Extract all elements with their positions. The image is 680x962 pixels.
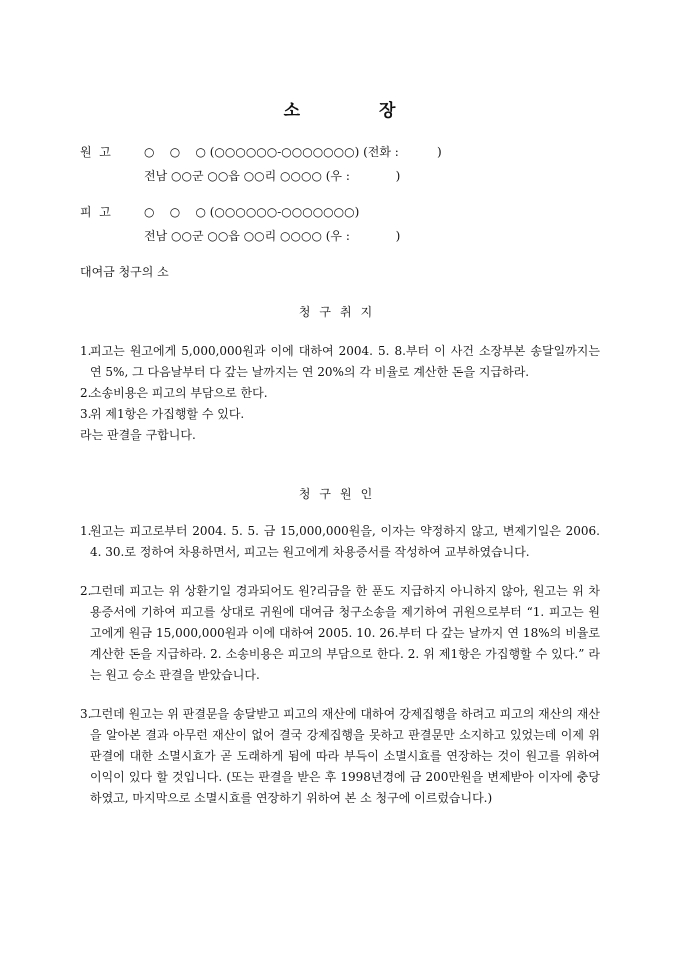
claim-list <box>80 341 600 446</box>
cause-item-2 <box>80 581 600 686</box>
claim-item-text: 피고는 원고에게 5,000,000원과 이에 대하여 2004. 5. 8.부터 이 사건 소장부본 송달일까지는 연 5%, 그 다음날부터 다 갚는 날까지는 연 20%의 각 비율로 계산한 돈을 지급하라. <box>90 344 600 379</box>
cause-item-text: 원고는 피고로부터 2004. 5. 5. 금 15,000,000원을, 이자는 약정하지 않고, 변제기일은 2006. 4. 30.로 정하여 차용하면서, 피고는 원고에게 차용증서를 작성하여 교부하였습니다. <box>90 524 600 559</box>
defendant-address: 전남 ○○군 ○○읍 ○○리 ○○○○ (우 : ) <box>144 229 401 243</box>
defendant-block <box>80 200 400 248</box>
cause-item-text: 그런데 피고는 위 상환기일 경과되어도 원?리금을 한 푼도 지급하지 아니하지 않아, 원고는 위 차용증서에 기하여 피고를 상대로 귀원에 대여금 청구소송을 제기하여 귀원으로부터 “1. 피고는 원고에게 원금 15,000,000원과 이에 대하여 2005. 10. 26.부터 다 갚는 날까지 연 18%의 비율로 계산한 돈을 지급하라. 2. 소송비용은 피고의 부담으로 한다. 2. 위 제1항은 가집행할 수 있다.” 라는 원고 승소 판결을 받았습니다. <box>90 584 600 682</box>
plaintiff-name-line: ○ ○ ○ (○○○○○○-○○○○○○○) (전화 : ) <box>144 145 442 159</box>
plaintiff-block <box>80 140 442 188</box>
case-name: 대여금 청구의 소 <box>80 265 169 279</box>
claim-item-3 <box>80 404 600 425</box>
cause-list <box>80 521 600 809</box>
title-char-left: 소 <box>283 101 301 121</box>
document-title <box>0 96 680 121</box>
title-char-right: 장 <box>379 101 397 121</box>
claim-item-number: 1. <box>80 344 92 358</box>
plaintiff-address: 전남 ○○군 ○○읍 ○○리 ○○○○ (우 : ) <box>144 169 401 183</box>
claim-item-text: 소송비용은 피고의 부담으로 한다. <box>90 386 268 400</box>
defendant-name-line: ○ ○ ○ (○○○○○○-○○○○○○○) <box>144 205 360 219</box>
cause-item-1 <box>80 521 600 563</box>
cause-item-text: 그런데 원고는 위 판결문을 송달받고 피고의 재산에 대하여 강제집행을 하려고 피고의 재산의 재산을 알아본 결과 아무런 재산이 없어 결국 강제집행을 못하고 판결문만 소지하고 있었는데 이제 위 판결에 대한 소멸시효가 곧 도래하게 됨에 따라 부득이 소멸시효를 연장하는 것이 원고를 위하여 이익이 있다 할 것입니다. (또는 판결을 받은 후 1998년경에 금 200만원을 변제받아 이자에 충당하였고, 마지막으로 소멸시효를 연장하기 위하여 본 소 청구에 이르렀습니다.) <box>90 707 600 805</box>
cause-item-3 <box>80 704 600 809</box>
claim-item-text: 위 제1항은 가집행할 수 있다. <box>90 407 245 421</box>
claim-closing: 라는 판결을 구합니다. <box>80 428 196 442</box>
defendant-role-label: 피 고 <box>80 205 111 219</box>
cause-item-number: 3. <box>80 707 92 721</box>
claim-item-2 <box>80 383 600 404</box>
claim-heading: 청구취지 <box>298 305 382 319</box>
cause-item-number: 2. <box>80 584 92 598</box>
claim-item-number: 2. <box>80 386 92 400</box>
cause-item-number: 1. <box>80 524 92 538</box>
plaintiff-role-label: 원 고 <box>80 145 111 159</box>
claim-item-number: 3. <box>80 407 92 421</box>
cause-heading: 청구원인 <box>298 487 382 501</box>
claim-item-1 <box>80 341 600 383</box>
